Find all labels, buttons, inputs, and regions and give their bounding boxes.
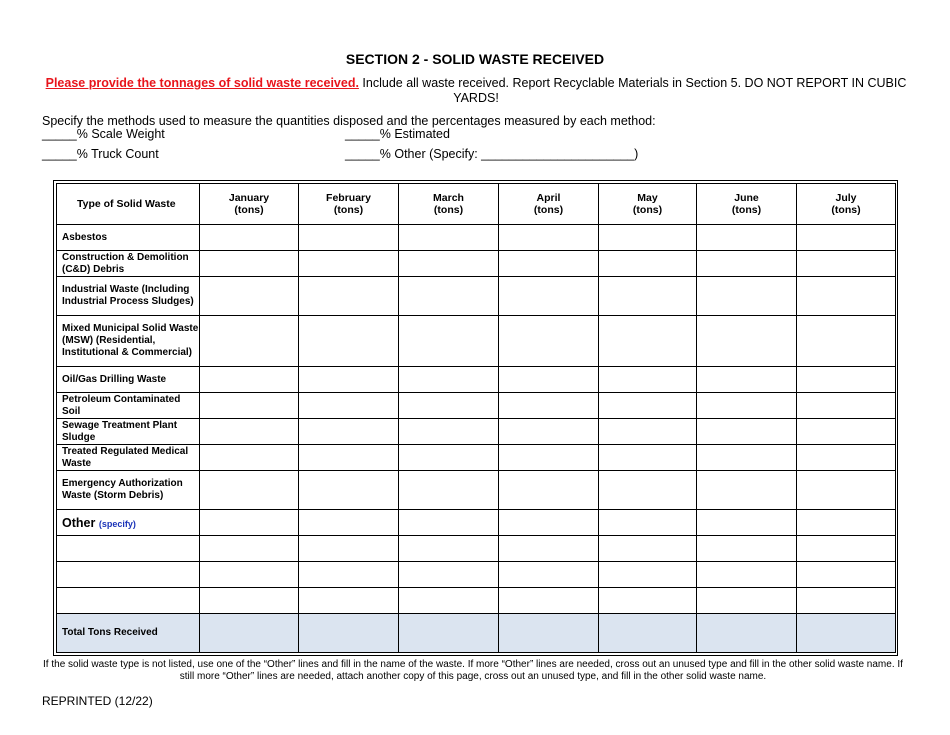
tonnage-cell[interactable] — [697, 536, 797, 562]
header-month: July (tons) — [797, 184, 896, 225]
tonnage-cell[interactable] — [697, 445, 797, 471]
tonnage-cell[interactable] — [697, 367, 797, 393]
tonnage-cell[interactable] — [599, 562, 697, 588]
tonnage-cell[interactable] — [499, 316, 599, 367]
other-name-cell[interactable] — [57, 536, 200, 562]
tonnage-cell[interactable] — [499, 562, 599, 588]
waste-type-label: Mixed Municipal Solid Waste (MSW) (Residential, Institutional & Commercial) — [57, 316, 200, 367]
tonnage-cell[interactable] — [299, 277, 399, 316]
waste-type-row — [57, 316, 896, 367]
other-name-cell[interactable] — [57, 562, 200, 588]
other-label[interactable] — [57, 510, 200, 536]
tonnage-cell[interactable] — [299, 225, 399, 251]
waste-type-label: Industrial Waste (Including Industrial Process Sludges) — [57, 277, 200, 316]
header-month: April (tons) — [499, 184, 599, 225]
tonnage-cell[interactable] — [599, 419, 697, 445]
instructions-emphasis: Please provide the tonnages of solid waste received. — [45, 76, 359, 90]
total-cell[interactable] — [299, 614, 399, 653]
waste-type-row — [57, 277, 896, 316]
waste-type-row — [57, 225, 896, 251]
tonnage-cell[interactable] — [697, 588, 797, 614]
tonnage-cell[interactable] — [797, 277, 896, 316]
tonnage-cell[interactable] — [499, 419, 599, 445]
tonnage-cell[interactable] — [399, 562, 499, 588]
header-row — [57, 184, 896, 225]
scale-weight-field[interactable]: _____% Scale Weight — [42, 127, 165, 141]
tonnage-cell[interactable] — [797, 393, 896, 419]
tonnage-cell[interactable] — [797, 225, 896, 251]
other-method-field[interactable]: _____% Other (Specify: ______________________) — [345, 147, 639, 161]
waste-type-row — [57, 251, 896, 277]
tonnage-cell[interactable] — [499, 277, 599, 316]
tonnage-cell[interactable] — [499, 536, 599, 562]
tonnage-cell[interactable] — [797, 367, 896, 393]
tonnage-cell[interactable] — [399, 393, 499, 419]
tonnage-cell[interactable] — [200, 562, 299, 588]
tonnage-cell[interactable] — [200, 367, 299, 393]
tonnage-cell[interactable] — [697, 419, 797, 445]
waste-type-label: Oil/Gas Drilling Waste — [57, 367, 200, 393]
other-row — [57, 510, 896, 536]
tonnage-cell[interactable] — [200, 445, 299, 471]
tonnage-cell[interactable] — [499, 510, 599, 536]
blank-other-row — [57, 588, 896, 614]
header-month: February (tons) — [299, 184, 399, 225]
tonnage-cell[interactable] — [299, 316, 399, 367]
tonnage-cell[interactable] — [200, 471, 299, 510]
tonnage-cell[interactable] — [200, 588, 299, 614]
header-type: Type of Solid Waste — [57, 184, 200, 225]
tonnage-cell[interactable] — [299, 471, 399, 510]
tonnage-cell[interactable] — [697, 277, 797, 316]
tonnage-cell[interactable] — [599, 316, 697, 367]
tonnage-cell[interactable] — [499, 445, 599, 471]
waste-type-row — [57, 393, 896, 419]
estimated-field[interactable]: _____% Estimated — [345, 127, 450, 141]
tonnage-cell[interactable] — [697, 393, 797, 419]
tonnage-cell[interactable] — [299, 588, 399, 614]
tonnage-cell[interactable] — [399, 445, 499, 471]
tonnage-cell[interactable] — [797, 471, 896, 510]
total-cell[interactable] — [200, 614, 299, 653]
tonnage-cell[interactable] — [599, 536, 697, 562]
tonnage-cell[interactable] — [200, 277, 299, 316]
tonnage-cell[interactable] — [599, 251, 697, 277]
blank-other-row — [57, 562, 896, 588]
waste-type-row — [57, 419, 896, 445]
tonnage-cell[interactable] — [599, 445, 697, 471]
tonnage-cell[interactable] — [797, 251, 896, 277]
header-month: March (tons) — [399, 184, 499, 225]
waste-table-frame — [53, 180, 898, 656]
tonnage-cell[interactable] — [299, 251, 399, 277]
waste-type-label: Petroleum Contaminated Soil — [57, 393, 200, 419]
total-cell[interactable] — [499, 614, 599, 653]
instructions-text: Include all waste received. Report Recyclable Materials in Section 5. DO NOT REPORT IN CUBIC YARDS! — [358, 76, 907, 105]
tonnage-cell[interactable] — [599, 393, 697, 419]
waste-type-label: Construction & Demolition (C&D) Debris — [57, 251, 200, 277]
tonnage-cell[interactable] — [200, 251, 299, 277]
tonnage-cell[interactable] — [499, 393, 599, 419]
waste-type-label: Asbestos — [57, 225, 200, 251]
total-cell[interactable] — [697, 614, 797, 653]
waste-type-row — [57, 367, 896, 393]
tonnage-cell[interactable] — [200, 419, 299, 445]
tonnage-cell[interactable] — [299, 367, 399, 393]
tonnage-cell[interactable] — [797, 562, 896, 588]
tonnage-cell[interactable] — [797, 316, 896, 367]
reprinted-date: REPRINTED (12/22) — [42, 694, 153, 708]
other-name-cell[interactable] — [57, 588, 200, 614]
footnote: If the solid waste type is not listed, use one of the “Other” lines and fill in the name of the waste. If more “Other” lines are needed, cross out an unused type and fill in the other solid waste name. If still more “Other” lines are needed, attach another copy of this page, cross out an unused type, and fill in the other solid waste name. — [43, 659, 903, 682]
tonnage-cell[interactable] — [299, 536, 399, 562]
tonnage-cell[interactable] — [697, 471, 797, 510]
waste-type-label: Sewage Treatment Plant Sludge — [57, 419, 200, 445]
specify-hint: (specify) — [98, 518, 136, 529]
tonnage-cell[interactable] — [399, 510, 499, 536]
tonnage-cell[interactable] — [399, 225, 499, 251]
tonnage-cell[interactable] — [200, 225, 299, 251]
waste-type-row — [57, 471, 896, 510]
tonnage-cell[interactable] — [299, 510, 399, 536]
total-cell[interactable] — [599, 614, 697, 653]
methods-prompt: Specify the methods used to measure the quantities disposed and the percentages measured by each method: — [42, 114, 656, 128]
tonnage-cell[interactable] — [399, 419, 499, 445]
waste-type-row — [57, 445, 896, 471]
tonnage-cell[interactable] — [499, 251, 599, 277]
tonnage-cell[interactable] — [697, 562, 797, 588]
tonnage-cell[interactable] — [697, 316, 797, 367]
tonnage-cell[interactable] — [697, 225, 797, 251]
tonnage-cell[interactable] — [499, 367, 599, 393]
tonnage-cell[interactable] — [499, 588, 599, 614]
tonnage-cell[interactable] — [599, 588, 697, 614]
tonnage-cell[interactable] — [399, 277, 499, 316]
tonnage-cell[interactable] — [797, 419, 896, 445]
tonnage-cell[interactable] — [200, 510, 299, 536]
tonnage-cell[interactable] — [399, 251, 499, 277]
tonnage-cell[interactable] — [499, 471, 599, 510]
tonnage-cell[interactable] — [697, 510, 797, 536]
tonnage-cell[interactable] — [299, 562, 399, 588]
tonnage-cell[interactable] — [299, 393, 399, 419]
tonnage-cell[interactable] — [200, 536, 299, 562]
tonnage-cell[interactable] — [599, 277, 697, 316]
tonnage-cell[interactable] — [599, 510, 697, 536]
tonnage-cell[interactable] — [499, 225, 599, 251]
tonnage-cell[interactable] — [299, 419, 399, 445]
tonnage-cell[interactable] — [797, 510, 896, 536]
tonnage-cell[interactable] — [399, 367, 499, 393]
other-text: Other — [62, 515, 96, 530]
total-label: Total Tons Received — [57, 614, 200, 653]
total-cell[interactable] — [797, 614, 896, 653]
tonnage-cell[interactable] — [697, 251, 797, 277]
tonnage-cell[interactable] — [797, 536, 896, 562]
tonnage-cell[interactable] — [599, 367, 697, 393]
tonnage-cell[interactable] — [399, 316, 499, 367]
truck-count-field[interactable]: _____% Truck Count — [42, 147, 159, 161]
blank-other-row — [57, 536, 896, 562]
tonnage-cell[interactable] — [797, 588, 896, 614]
waste-table — [56, 183, 896, 653]
header-month: January (tons) — [200, 184, 299, 225]
total-cell[interactable] — [399, 614, 499, 653]
header-month: May (tons) — [599, 184, 697, 225]
tonnage-cell[interactable] — [299, 445, 399, 471]
section-title: SECTION 2 - SOLID WASTE RECEIVED — [345, 51, 605, 67]
tonnage-cell[interactable] — [399, 588, 499, 614]
waste-type-label: Emergency Authorization Waste (Storm Debris) — [57, 471, 200, 510]
tonnage-cell[interactable] — [399, 471, 499, 510]
tonnage-cell[interactable] — [797, 445, 896, 471]
waste-type-label: Treated Regulated Medical Waste — [57, 445, 200, 471]
tonnage-cell[interactable] — [599, 471, 697, 510]
tonnage-cell[interactable] — [599, 225, 697, 251]
tonnage-cell[interactable] — [200, 316, 299, 367]
tonnage-cell[interactable] — [200, 393, 299, 419]
instructions — [42, 76, 910, 105]
header-month: June (tons) — [697, 184, 797, 225]
total-row — [57, 614, 896, 653]
tonnage-cell[interactable] — [399, 536, 499, 562]
